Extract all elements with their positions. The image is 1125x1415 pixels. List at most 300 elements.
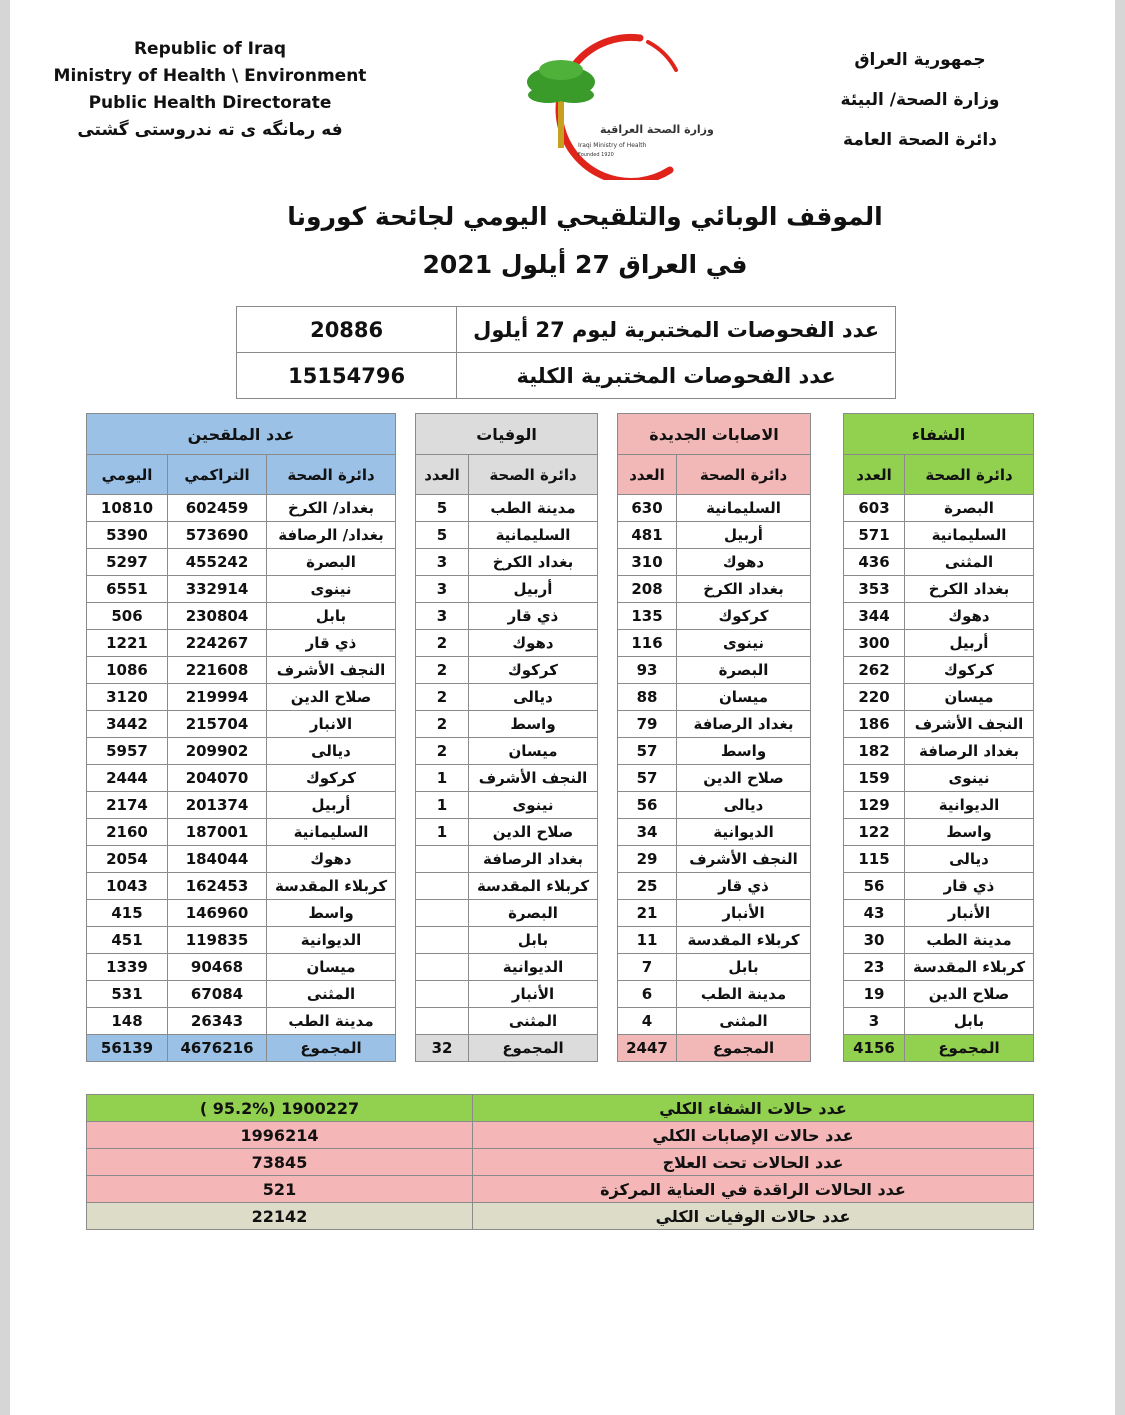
vaccinated-row bbox=[87, 684, 396, 711]
deaths-col-count: العدد bbox=[416, 455, 469, 495]
recovery-row bbox=[844, 954, 1034, 981]
recovery-count: 603 bbox=[844, 495, 905, 522]
infections-row bbox=[618, 1008, 811, 1035]
deaths-name: نينوى bbox=[469, 792, 598, 819]
vaccinated-col-cumulative: التراكمي bbox=[168, 455, 267, 495]
recovery-count: 115 bbox=[844, 846, 905, 873]
infections-count: 25 bbox=[618, 873, 677, 900]
vaccinated-name: الانبار bbox=[267, 711, 396, 738]
deaths-total: 32 bbox=[416, 1035, 469, 1062]
recovery-count: 220 bbox=[844, 684, 905, 711]
vaccinated-row bbox=[87, 819, 396, 846]
vaccinated-row bbox=[87, 900, 396, 927]
vaccinated-title-row bbox=[87, 414, 396, 455]
vaccinated-table bbox=[86, 413, 396, 1062]
recovery-count: 56 bbox=[844, 873, 905, 900]
vaccinated-daily: 1339 bbox=[87, 954, 168, 981]
deaths-row bbox=[416, 738, 598, 765]
vaccinated-cumulative: 230804 bbox=[168, 603, 267, 630]
summary-table bbox=[86, 1094, 1034, 1230]
summary-row bbox=[87, 1149, 1034, 1176]
deaths-total-label: المجموع bbox=[469, 1035, 598, 1062]
vaccinated-cumulative: 90468 bbox=[168, 954, 267, 981]
deaths-row bbox=[416, 954, 598, 981]
vaccinated-cumulative: 184044 bbox=[168, 846, 267, 873]
infections-row bbox=[618, 819, 811, 846]
vaccinated-name: السليمانية bbox=[267, 819, 396, 846]
recovery-row bbox=[844, 1008, 1034, 1035]
vaccinated-row bbox=[87, 657, 396, 684]
deaths-row bbox=[416, 900, 598, 927]
deaths-count: 1 bbox=[416, 792, 469, 819]
vaccinated-name: أربيل bbox=[267, 792, 396, 819]
recovery-name: أربيل bbox=[905, 630, 1034, 657]
vaccinated-name: المثنى bbox=[267, 981, 396, 1008]
vaccinated-row bbox=[87, 603, 396, 630]
recovery-count: 182 bbox=[844, 738, 905, 765]
deaths-count: 2 bbox=[416, 657, 469, 684]
lab-tests-table bbox=[236, 306, 896, 399]
infections-table bbox=[617, 413, 811, 1062]
infections-count: 34 bbox=[618, 819, 677, 846]
summary-value: 73845 bbox=[87, 1149, 473, 1176]
deaths-name: ميسان bbox=[469, 738, 598, 765]
recovery-count: 344 bbox=[844, 603, 905, 630]
recovery-header-row bbox=[844, 455, 1034, 495]
deaths-row bbox=[416, 657, 598, 684]
vaccinated-daily: 531 bbox=[87, 981, 168, 1008]
recovery-row bbox=[844, 657, 1034, 684]
recovery-row bbox=[844, 711, 1034, 738]
vaccinated-daily: 1221 bbox=[87, 630, 168, 657]
recovery-count: 262 bbox=[844, 657, 905, 684]
infections-name: كركوك bbox=[677, 603, 811, 630]
recovery-name: مدينة الطب bbox=[905, 927, 1034, 954]
infections-row bbox=[618, 657, 811, 684]
header-en-line-3: Public Health Directorate bbox=[88, 93, 332, 113]
deaths-col-name: دائرة الصحة bbox=[469, 455, 598, 495]
deaths-header-row bbox=[416, 455, 598, 495]
recovery-name: صلاح الدين bbox=[905, 981, 1034, 1008]
vaccinated-title: عدد الملقحين bbox=[87, 414, 396, 455]
vaccinated-name: كركوك bbox=[267, 765, 396, 792]
infections-count: 93 bbox=[618, 657, 677, 684]
recovery-count: 159 bbox=[844, 765, 905, 792]
deaths-name: السليمانية bbox=[469, 522, 598, 549]
recovery-count: 300 bbox=[844, 630, 905, 657]
vaccinated-cumulative: 573690 bbox=[168, 522, 267, 549]
tests-total-label: عدد الفحوصات المختبرية الكلية bbox=[457, 353, 896, 399]
vaccinated-name: ميسان bbox=[267, 954, 396, 981]
vaccinated-row bbox=[87, 846, 396, 873]
vaccinated-daily: 2444 bbox=[87, 765, 168, 792]
deaths-name: النجف الأشرف bbox=[469, 765, 598, 792]
summary-label: عدد حالات الوفيات الكلي bbox=[473, 1203, 1034, 1230]
recovery-count: 571 bbox=[844, 522, 905, 549]
infections-total-label: المجموع bbox=[677, 1035, 811, 1062]
infections-count: 88 bbox=[618, 684, 677, 711]
deaths-row bbox=[416, 927, 598, 954]
recovery-title: الشفاء bbox=[844, 414, 1034, 455]
recovery-title-row bbox=[844, 414, 1034, 455]
vaccinated-name: ذي قار bbox=[267, 630, 396, 657]
infections-total: 2447 bbox=[618, 1035, 677, 1062]
vaccinated-row bbox=[87, 576, 396, 603]
vaccinated-name: واسط bbox=[267, 900, 396, 927]
deaths-name: صلاح الدين bbox=[469, 819, 598, 846]
infections-name: ذي قار bbox=[677, 873, 811, 900]
vaccinated-daily: 1043 bbox=[87, 873, 168, 900]
summary-label: عدد حالات الإصابات الكلي bbox=[473, 1122, 1034, 1149]
deaths-row bbox=[416, 873, 598, 900]
vaccinated-cumulative: 67084 bbox=[168, 981, 267, 1008]
infections-col-name: دائرة الصحة bbox=[677, 455, 811, 495]
vaccinated-name: بغداد/ الكرخ bbox=[267, 495, 396, 522]
vaccinated-name: نينوى bbox=[267, 576, 396, 603]
header-ar-line-2: وزارة الصحة/ البيئة bbox=[840, 90, 1000, 110]
logo-text-en: Iraqi Ministry of Health bbox=[578, 142, 647, 149]
infections-name: دهوك bbox=[677, 549, 811, 576]
deaths-row bbox=[416, 684, 598, 711]
infections-total-row bbox=[618, 1035, 811, 1062]
infections-count: 21 bbox=[618, 900, 677, 927]
deaths-name: المثنى bbox=[469, 1008, 598, 1035]
infections-count: 208 bbox=[618, 576, 677, 603]
summary-value: ( 95.2%) 1900227 bbox=[87, 1095, 473, 1122]
vaccinated-name: مدينة الطب bbox=[267, 1008, 396, 1035]
summary-row bbox=[87, 1203, 1034, 1230]
tests-total-value: 15154796 bbox=[237, 353, 457, 399]
vaccinated-name: الديوانية bbox=[267, 927, 396, 954]
recovery-count: 30 bbox=[844, 927, 905, 954]
infections-row bbox=[618, 927, 811, 954]
infections-name: البصرة bbox=[677, 657, 811, 684]
infections-row bbox=[618, 738, 811, 765]
deaths-count: 2 bbox=[416, 684, 469, 711]
infections-count: 135 bbox=[618, 603, 677, 630]
recovery-row bbox=[844, 900, 1034, 927]
vaccinated-daily: 451 bbox=[87, 927, 168, 954]
vaccinated-daily: 2174 bbox=[87, 792, 168, 819]
tests-daily-label: عدد الفحوصات المختبرية ليوم 27 أيلول bbox=[457, 307, 896, 353]
infections-name: السليمانية bbox=[677, 495, 811, 522]
recovery-row bbox=[844, 576, 1034, 603]
infections-name: بابل bbox=[677, 954, 811, 981]
vaccinated-cumulative: 215704 bbox=[168, 711, 267, 738]
deaths-count bbox=[416, 900, 469, 927]
recovery-row bbox=[844, 495, 1034, 522]
recovery-row bbox=[844, 846, 1034, 873]
infections-name: الديوانية bbox=[677, 819, 811, 846]
infections-count: 481 bbox=[618, 522, 677, 549]
vaccinated-cumulative: 209902 bbox=[168, 738, 267, 765]
infections-row bbox=[618, 603, 811, 630]
vaccinated-cumulative: 204070 bbox=[168, 765, 267, 792]
infections-count: 116 bbox=[618, 630, 677, 657]
vaccinated-name: بغداد/ الرصافة bbox=[267, 522, 396, 549]
vaccinated-row bbox=[87, 738, 396, 765]
recovery-count: 122 bbox=[844, 819, 905, 846]
deaths-title-row bbox=[416, 414, 598, 455]
tests-daily-value: 20886 bbox=[237, 307, 457, 353]
vaccinated-total-row bbox=[87, 1035, 396, 1062]
recovery-row bbox=[844, 927, 1034, 954]
infections-title: الاصابات الجديدة bbox=[618, 414, 811, 455]
vaccinated-header-row bbox=[87, 455, 396, 495]
title-line-1: الموقف الوبائي والتلقيحي اليومي لجائحة كورونا bbox=[287, 202, 883, 231]
recovery-name: الأنبار bbox=[905, 900, 1034, 927]
recovery-total-row bbox=[844, 1035, 1034, 1062]
infections-name: مدينة الطب bbox=[677, 981, 811, 1008]
infections-row bbox=[618, 846, 811, 873]
summary-value: 22142 bbox=[87, 1203, 473, 1230]
vaccinated-row bbox=[87, 711, 396, 738]
vaccinated-daily: 5390 bbox=[87, 522, 168, 549]
infections-row bbox=[618, 981, 811, 1008]
vaccinated-daily: 148 bbox=[87, 1008, 168, 1035]
deaths-row bbox=[416, 981, 598, 1008]
deaths-total-row bbox=[416, 1035, 598, 1062]
logo-text-founded: Founded 1920 bbox=[578, 152, 614, 158]
header-ar-line-1: جمهورية العراق bbox=[854, 50, 986, 70]
vaccinated-cumulative: 219994 bbox=[168, 684, 267, 711]
infections-row bbox=[618, 792, 811, 819]
deaths-count bbox=[416, 1008, 469, 1035]
recovery-name: واسط bbox=[905, 819, 1034, 846]
header-arabic bbox=[820, 40, 1020, 160]
vaccinated-row bbox=[87, 792, 396, 819]
infections-row bbox=[618, 495, 811, 522]
deaths-row bbox=[416, 522, 598, 549]
deaths-count bbox=[416, 927, 469, 954]
recovery-name: الديوانية bbox=[905, 792, 1034, 819]
recovery-count: 23 bbox=[844, 954, 905, 981]
summary-row bbox=[87, 1176, 1034, 1203]
vaccinated-total-label: المجموع bbox=[267, 1035, 396, 1062]
vaccinated-daily: 2160 bbox=[87, 819, 168, 846]
header-kurdish-line: فه رمانگه ی ته ندروستی گشتی bbox=[77, 120, 343, 140]
infections-count: 4 bbox=[618, 1008, 677, 1035]
vaccinated-cumulative: 455242 bbox=[168, 549, 267, 576]
infections-header-row bbox=[618, 455, 811, 495]
vaccinated-total-daily: 56139 bbox=[87, 1035, 168, 1062]
infections-count: 11 bbox=[618, 927, 677, 954]
recovery-name: البصرة bbox=[905, 495, 1034, 522]
vaccinated-col-daily: اليومي bbox=[87, 455, 168, 495]
vaccinated-daily: 415 bbox=[87, 900, 168, 927]
deaths-count bbox=[416, 954, 469, 981]
deaths-name: دهوك bbox=[469, 630, 598, 657]
vaccinated-daily: 5957 bbox=[87, 738, 168, 765]
deaths-count: 3 bbox=[416, 576, 469, 603]
vaccinated-name: بابل bbox=[267, 603, 396, 630]
vaccinated-daily: 1086 bbox=[87, 657, 168, 684]
deaths-row bbox=[416, 792, 598, 819]
summary-label: عدد الحالات تحت العلاج bbox=[473, 1149, 1034, 1176]
infections-row bbox=[618, 522, 811, 549]
deaths-row bbox=[416, 819, 598, 846]
vaccinated-row bbox=[87, 549, 396, 576]
vaccinated-name: البصرة bbox=[267, 549, 396, 576]
recovery-count: 3 bbox=[844, 1008, 905, 1035]
vaccinated-cumulative: 26343 bbox=[168, 1008, 267, 1035]
recovery-name: بابل bbox=[905, 1008, 1034, 1035]
infections-row bbox=[618, 711, 811, 738]
infections-count: 630 bbox=[618, 495, 677, 522]
vaccinated-cumulative: 332914 bbox=[168, 576, 267, 603]
deaths-name: ديالى bbox=[469, 684, 598, 711]
deaths-row bbox=[416, 711, 598, 738]
infections-row bbox=[618, 630, 811, 657]
vaccinated-cumulative: 162453 bbox=[168, 873, 267, 900]
recovery-name: ديالى bbox=[905, 846, 1034, 873]
vaccinated-daily: 3442 bbox=[87, 711, 168, 738]
recovery-name: بغداد الكرخ bbox=[905, 576, 1034, 603]
infections-name: نينوى bbox=[677, 630, 811, 657]
tests-row-total bbox=[237, 353, 896, 399]
infections-name: النجف الأشرف bbox=[677, 846, 811, 873]
vaccinated-row bbox=[87, 981, 396, 1008]
infections-row bbox=[618, 954, 811, 981]
deaths-name: بغداد الكرخ bbox=[469, 549, 598, 576]
vaccinated-row bbox=[87, 522, 396, 549]
deaths-row bbox=[416, 495, 598, 522]
recovery-name: كربلاء المقدسة bbox=[905, 954, 1034, 981]
deaths-row bbox=[416, 576, 598, 603]
deaths-count: 2 bbox=[416, 711, 469, 738]
infections-row bbox=[618, 765, 811, 792]
infections-row bbox=[618, 684, 811, 711]
infections-row bbox=[618, 549, 811, 576]
infections-count: 57 bbox=[618, 765, 677, 792]
recovery-name: المثنى bbox=[905, 549, 1034, 576]
recovery-row bbox=[844, 549, 1034, 576]
vaccinated-name: كربلاء المقدسة bbox=[267, 873, 396, 900]
vaccinated-cumulative: 224267 bbox=[168, 630, 267, 657]
infections-count: 7 bbox=[618, 954, 677, 981]
vaccinated-cumulative: 221608 bbox=[168, 657, 267, 684]
ministry-logo-icon bbox=[470, 20, 730, 180]
deaths-count bbox=[416, 873, 469, 900]
recovery-row bbox=[844, 981, 1034, 1008]
infections-name: صلاح الدين bbox=[677, 765, 811, 792]
infections-row bbox=[618, 576, 811, 603]
infections-name: ديالى bbox=[677, 792, 811, 819]
recovery-name: نينوى bbox=[905, 765, 1034, 792]
infections-title-row bbox=[618, 414, 811, 455]
recovery-row bbox=[844, 819, 1034, 846]
header-en-line-2: Ministry of Health \ Environment bbox=[53, 66, 367, 86]
deaths-row bbox=[416, 765, 598, 792]
recovery-name: دهوك bbox=[905, 603, 1034, 630]
recovery-count: 353 bbox=[844, 576, 905, 603]
vaccinated-row bbox=[87, 495, 396, 522]
summary-value: 1996214 bbox=[87, 1122, 473, 1149]
deaths-name: بغداد الرصافة bbox=[469, 846, 598, 873]
deaths-title: الوفيات bbox=[416, 414, 598, 455]
deaths-name: كركوك bbox=[469, 657, 598, 684]
vaccinated-daily: 3120 bbox=[87, 684, 168, 711]
deaths-name: بابل bbox=[469, 927, 598, 954]
vaccinated-row bbox=[87, 1008, 396, 1035]
vaccinated-daily: 5297 bbox=[87, 549, 168, 576]
header-en-line-1: Republic of Iraq bbox=[133, 39, 287, 59]
infections-row bbox=[618, 873, 811, 900]
deaths-count bbox=[416, 846, 469, 873]
deaths-name: كربلاء المقدسة bbox=[469, 873, 598, 900]
recovery-name: السليمانية bbox=[905, 522, 1034, 549]
report-page bbox=[10, 0, 1115, 1415]
deaths-count: 2 bbox=[416, 630, 469, 657]
recovery-count: 43 bbox=[844, 900, 905, 927]
infections-name: بغداد الرصافة bbox=[677, 711, 811, 738]
infections-name: المثنى bbox=[677, 1008, 811, 1035]
infections-name: بغداد الكرخ bbox=[677, 576, 811, 603]
deaths-row bbox=[416, 549, 598, 576]
vaccinated-cumulative: 201374 bbox=[168, 792, 267, 819]
infections-name: أربيل bbox=[677, 522, 811, 549]
summary-value: 521 bbox=[87, 1176, 473, 1203]
infections-name: الأنبار bbox=[677, 900, 811, 927]
recovery-count: 19 bbox=[844, 981, 905, 1008]
recovery-row bbox=[844, 630, 1034, 657]
vaccinated-total-cumulative: 4676216 bbox=[168, 1035, 267, 1062]
vaccinated-cumulative: 187001 bbox=[168, 819, 267, 846]
infections-row bbox=[618, 900, 811, 927]
recovery-row bbox=[844, 792, 1034, 819]
report-title bbox=[240, 193, 930, 289]
deaths-count: 5 bbox=[416, 522, 469, 549]
recovery-table bbox=[843, 413, 1034, 1062]
vaccinated-row bbox=[87, 630, 396, 657]
vaccinated-name: النجف الأشرف bbox=[267, 657, 396, 684]
recovery-count: 436 bbox=[844, 549, 905, 576]
vaccinated-row bbox=[87, 954, 396, 981]
summary-label: عدد حالات الشفاء الكلي bbox=[473, 1095, 1034, 1122]
vaccinated-daily: 10810 bbox=[87, 495, 168, 522]
summary-row bbox=[87, 1095, 1034, 1122]
deaths-count: 2 bbox=[416, 738, 469, 765]
recovery-name: كركوك bbox=[905, 657, 1034, 684]
deaths-row bbox=[416, 630, 598, 657]
deaths-table bbox=[415, 413, 598, 1062]
vaccinated-cumulative: 146960 bbox=[168, 900, 267, 927]
deaths-row bbox=[416, 1008, 598, 1035]
deaths-name: الديوانية bbox=[469, 954, 598, 981]
recovery-total: 4156 bbox=[844, 1035, 905, 1062]
deaths-count: 5 bbox=[416, 495, 469, 522]
deaths-count: 3 bbox=[416, 603, 469, 630]
vaccinated-name: دهوك bbox=[267, 846, 396, 873]
deaths-name: ذي قار bbox=[469, 603, 598, 630]
vaccinated-cumulative: 119835 bbox=[168, 927, 267, 954]
summary-label: عدد الحالات الراقدة في العناية المركزة bbox=[473, 1176, 1034, 1203]
header-ar-line-3: دائرة الصحة العامة bbox=[843, 130, 997, 150]
recovery-count: 186 bbox=[844, 711, 905, 738]
deaths-count: 1 bbox=[416, 819, 469, 846]
vaccinated-name: صلاح الدين bbox=[267, 684, 396, 711]
infections-col-count: العدد bbox=[618, 455, 677, 495]
vaccinated-col-name: دائرة الصحة bbox=[267, 455, 396, 495]
deaths-name: الأنبار bbox=[469, 981, 598, 1008]
vaccinated-row bbox=[87, 873, 396, 900]
infections-count: 56 bbox=[618, 792, 677, 819]
vaccinated-row bbox=[87, 765, 396, 792]
title-line-2: في العراق 27 أيلول 2021 bbox=[422, 250, 748, 279]
vaccinated-name: ديالى bbox=[267, 738, 396, 765]
infections-name: ميسان bbox=[677, 684, 811, 711]
deaths-count bbox=[416, 981, 469, 1008]
